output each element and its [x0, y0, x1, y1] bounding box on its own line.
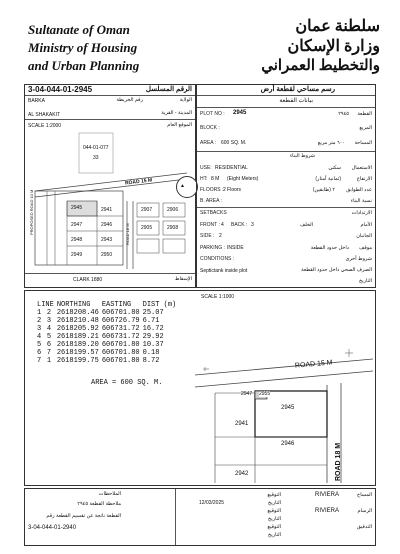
side-label: SIDE : [200, 233, 215, 239]
date-label-2: التاريخ [268, 516, 281, 522]
plot-data-title: بيانات القطعة [279, 98, 313, 104]
ht-label: HT: [200, 176, 208, 182]
col-northing: NORTHING [56, 301, 91, 309]
detail-plot-2941: 2941 [235, 421, 249, 427]
table-row [37, 333, 179, 341]
cell: 8.72 [142, 357, 160, 365]
ht-value: 8 M [211, 176, 220, 182]
kp-2946: 2946 [101, 222, 113, 228]
village-label: المدينة - القرية [161, 110, 192, 116]
cell: 5 [37, 341, 42, 349]
cell: 2618208.46 [56, 309, 99, 317]
detail-plot-2955: 2955 [259, 391, 271, 397]
kp-2907: 2907 [141, 207, 153, 213]
title-en-1: Sultanate of Oman [28, 22, 130, 37]
table-row [37, 317, 179, 325]
coords-scale: SCALE 1:1000 [201, 294, 235, 300]
plot-no-label: PLOT NO : [200, 111, 225, 117]
cell: 7 [46, 349, 52, 357]
cell: 606701.80 [101, 357, 140, 365]
floors-label: FLOORS : [200, 187, 224, 193]
clark-label: CLARK 1880 [73, 277, 103, 283]
other-conditions-ar: شروط أخرى [345, 256, 372, 262]
cell: 3 [37, 325, 42, 333]
parking-value-ar: داخل حدود القطعة [310, 245, 349, 251]
key-proposed-road: PROPOSED ROAD 10 M [29, 189, 34, 235]
detail-plot-2942: 2942 [235, 471, 249, 477]
setbacks-ar: الارتدادات [351, 210, 372, 216]
checker-label: التدقيق [356, 524, 372, 530]
title-ar-1: سلطنة عمان [295, 18, 380, 35]
title-ar-3: والتخطيط العمراني [261, 58, 380, 74]
table-row [37, 325, 179, 333]
detail-plot-2947: 2947 [241, 391, 253, 397]
cell: 4 [37, 333, 42, 341]
kp-2948: 2948 [71, 237, 83, 243]
col-easting: EASTING [101, 301, 132, 309]
front-ar: الأمام [360, 222, 372, 228]
surveyor-label: المساح [356, 492, 372, 498]
area-summary: AREA = 600 SQ. M. [91, 379, 163, 387]
use-ar: الاستعمال [351, 165, 372, 171]
kp-2943: 2943 [101, 237, 113, 243]
plot-no-ar: القطعة [357, 111, 372, 117]
use-label: USE: [200, 165, 212, 171]
general-site-label: الموقع العام [167, 122, 192, 128]
plot-data-box [196, 84, 376, 288]
region-value: BARKA [28, 98, 45, 104]
cell: 2 [37, 317, 42, 325]
cell: 606731.72 [101, 325, 140, 333]
front-value: 4 [221, 222, 224, 228]
area-label: AREA : [200, 140, 217, 146]
area-ar: المساحة [354, 140, 372, 146]
cell: 606701.80 [101, 341, 140, 349]
cell: 6 [37, 349, 42, 357]
kp-2906: 2906 [167, 207, 179, 213]
septic-note-ar: الصرف الصحي داخل حدود القطعة [301, 267, 372, 273]
detail-road-18: ROAD 18 M [335, 442, 342, 481]
cell: 5 [46, 333, 52, 341]
side-value: 2 [219, 233, 222, 239]
key-road-18: ROAD 18 M [125, 223, 130, 245]
key-plan-map [27, 131, 195, 271]
cell: 6 [46, 341, 52, 349]
kp-2908: 2908 [167, 225, 179, 231]
kp-2905: 2905 [141, 225, 153, 231]
note-line-1: ملاحظة القطعة ٢٩٤٥ [77, 501, 121, 507]
col-line: LINE [37, 301, 54, 309]
kp-2949: 2949 [71, 252, 83, 258]
signature-label-2: التوقيع [267, 508, 281, 514]
kp-2945: 2945 [71, 205, 83, 211]
kp-2947: 2947 [71, 222, 83, 228]
floors-ar: عدد الطوابق [346, 187, 372, 193]
building-date-ar: التاريخ [359, 278, 372, 284]
cell: 2618199.57 [56, 349, 99, 357]
block-label: BLOCK : [200, 125, 220, 131]
cell: 2618189.21 [56, 333, 99, 341]
table-row [37, 349, 179, 357]
coords-header-row [37, 301, 179, 309]
coordinates-table [37, 301, 179, 365]
cell: 29.92 [142, 333, 164, 341]
table-row [37, 357, 179, 365]
cell: 0.18 [142, 349, 160, 357]
cell: 2 [46, 309, 52, 317]
projection-label: الإسقاط [174, 276, 192, 282]
draftsman-name: RIVIERA [315, 508, 340, 514]
cell: 606731.72 [101, 333, 140, 341]
village-value: AL SHAKAKIT [28, 112, 61, 118]
cell: 3 [46, 317, 52, 325]
cell: 2618199.75 [56, 357, 99, 365]
cell: 7 [37, 357, 42, 365]
septic-note: Septictank inside plot [200, 268, 248, 274]
plot-value-ar: ٢٩٤٥ [338, 111, 349, 117]
cell: 2618189.20 [56, 341, 99, 349]
coords-box [24, 290, 376, 486]
title-en-2: Ministry of Housing [28, 40, 138, 55]
keyplan-scale: SCALE 1:2000 [28, 123, 62, 129]
key-road-15: ROAD 15 M [124, 177, 153, 187]
block-ar: المربع [359, 125, 372, 131]
ht-note: (Eight Meters) [227, 176, 259, 182]
serial-number: 3-04-044-01-2945 [28, 85, 93, 94]
title-ar-2: وزارة الإسكان [287, 38, 380, 55]
barea-ar: نسبة البناء [350, 198, 372, 204]
detail-plot-2946: 2946 [281, 441, 295, 447]
cell: 1 [37, 309, 42, 317]
cell: 4 [46, 325, 52, 333]
north-arrow-label: ▲ [180, 183, 185, 189]
key-plan-ref: 044-01-077 [83, 145, 109, 151]
use-value-ar: سكني [328, 165, 341, 171]
side-ar: الجانبان [356, 233, 372, 239]
plot-no-value: 2945 [233, 110, 247, 116]
footer-box [24, 488, 376, 546]
cell: 1 [46, 357, 52, 365]
cell: 606726.79 [101, 317, 140, 325]
cell: 606701.80 [101, 349, 140, 357]
back-value: 3 [251, 222, 254, 228]
cell: 6.71 [142, 317, 160, 325]
note-ref: 3-04-044-01-2940 [28, 525, 77, 531]
cell: 606701.80 [101, 309, 140, 317]
detail-road-15: ROAD 15 M [294, 359, 333, 370]
surveyor-name: RIVIERA [315, 492, 340, 498]
signature-label-1: التوقيع [267, 492, 281, 498]
region-label: الولاية [179, 97, 192, 103]
detail-plot-2945: 2945 [281, 405, 295, 411]
cell: 16.72 [142, 325, 164, 333]
parking-ar: موقف [359, 245, 372, 251]
serial-label: الرقم المسلسل [145, 86, 192, 93]
kp-2950: 2950 [101, 252, 113, 258]
kp-2941: 2941 [101, 207, 113, 213]
map-no-label: رقم الخريطة [116, 97, 143, 103]
cell: 2618210.48 [56, 317, 99, 325]
date-label-3: التاريخ [268, 532, 281, 538]
date-label-1: التاريخ [268, 500, 281, 506]
barea-label: B. AREA : [200, 198, 222, 204]
note-line-2: القطعة ناتجة عن تقسيم القطعة رقم [46, 513, 121, 519]
cell: 25.07 [142, 309, 164, 317]
building-conditions-title: شروط البناء [289, 153, 315, 159]
col-dist: DIST (m) [142, 301, 177, 309]
cell: 10.37 [142, 341, 164, 349]
notes-title: الملاحظات [98, 491, 121, 497]
ht-value-ar: (ثمانية أمتار) [315, 176, 341, 182]
footer-date: 12/03/2025 [199, 500, 225, 506]
floors-value: 2 Floors [223, 187, 242, 193]
area-value-ar: ٦٠٠ متر مربع [317, 140, 345, 146]
front-label: FRONT : [200, 222, 220, 228]
setbacks-label: SETBACKS [200, 210, 227, 216]
conditions-label: CONDITIONS : [200, 256, 235, 262]
cell: 2618205.92 [56, 325, 99, 333]
title-en-3: and Urban Planning [28, 58, 140, 73]
back-label: BACK : [231, 222, 248, 228]
area-value: 600 SQ. M. [221, 140, 247, 146]
parking-label: PARKING : [200, 245, 225, 251]
draftsman-label: الرسام [357, 508, 372, 514]
serial-box [24, 84, 196, 288]
floors-value-ar: ٢ (طابقين) [312, 187, 335, 193]
ht-ar: الارتفاع [356, 176, 372, 182]
doc-title: رسم مساحي لقطعة أرض [260, 86, 335, 93]
use-value: RESIDENTIAL [215, 165, 248, 171]
table-row [37, 309, 179, 317]
parking-value: INSIDE [227, 245, 244, 251]
signature-label-3: التوقيع [267, 524, 281, 530]
table-row [37, 341, 179, 349]
back-ar: الخلف [300, 222, 313, 228]
key-plan-sub: 33 [93, 155, 99, 161]
